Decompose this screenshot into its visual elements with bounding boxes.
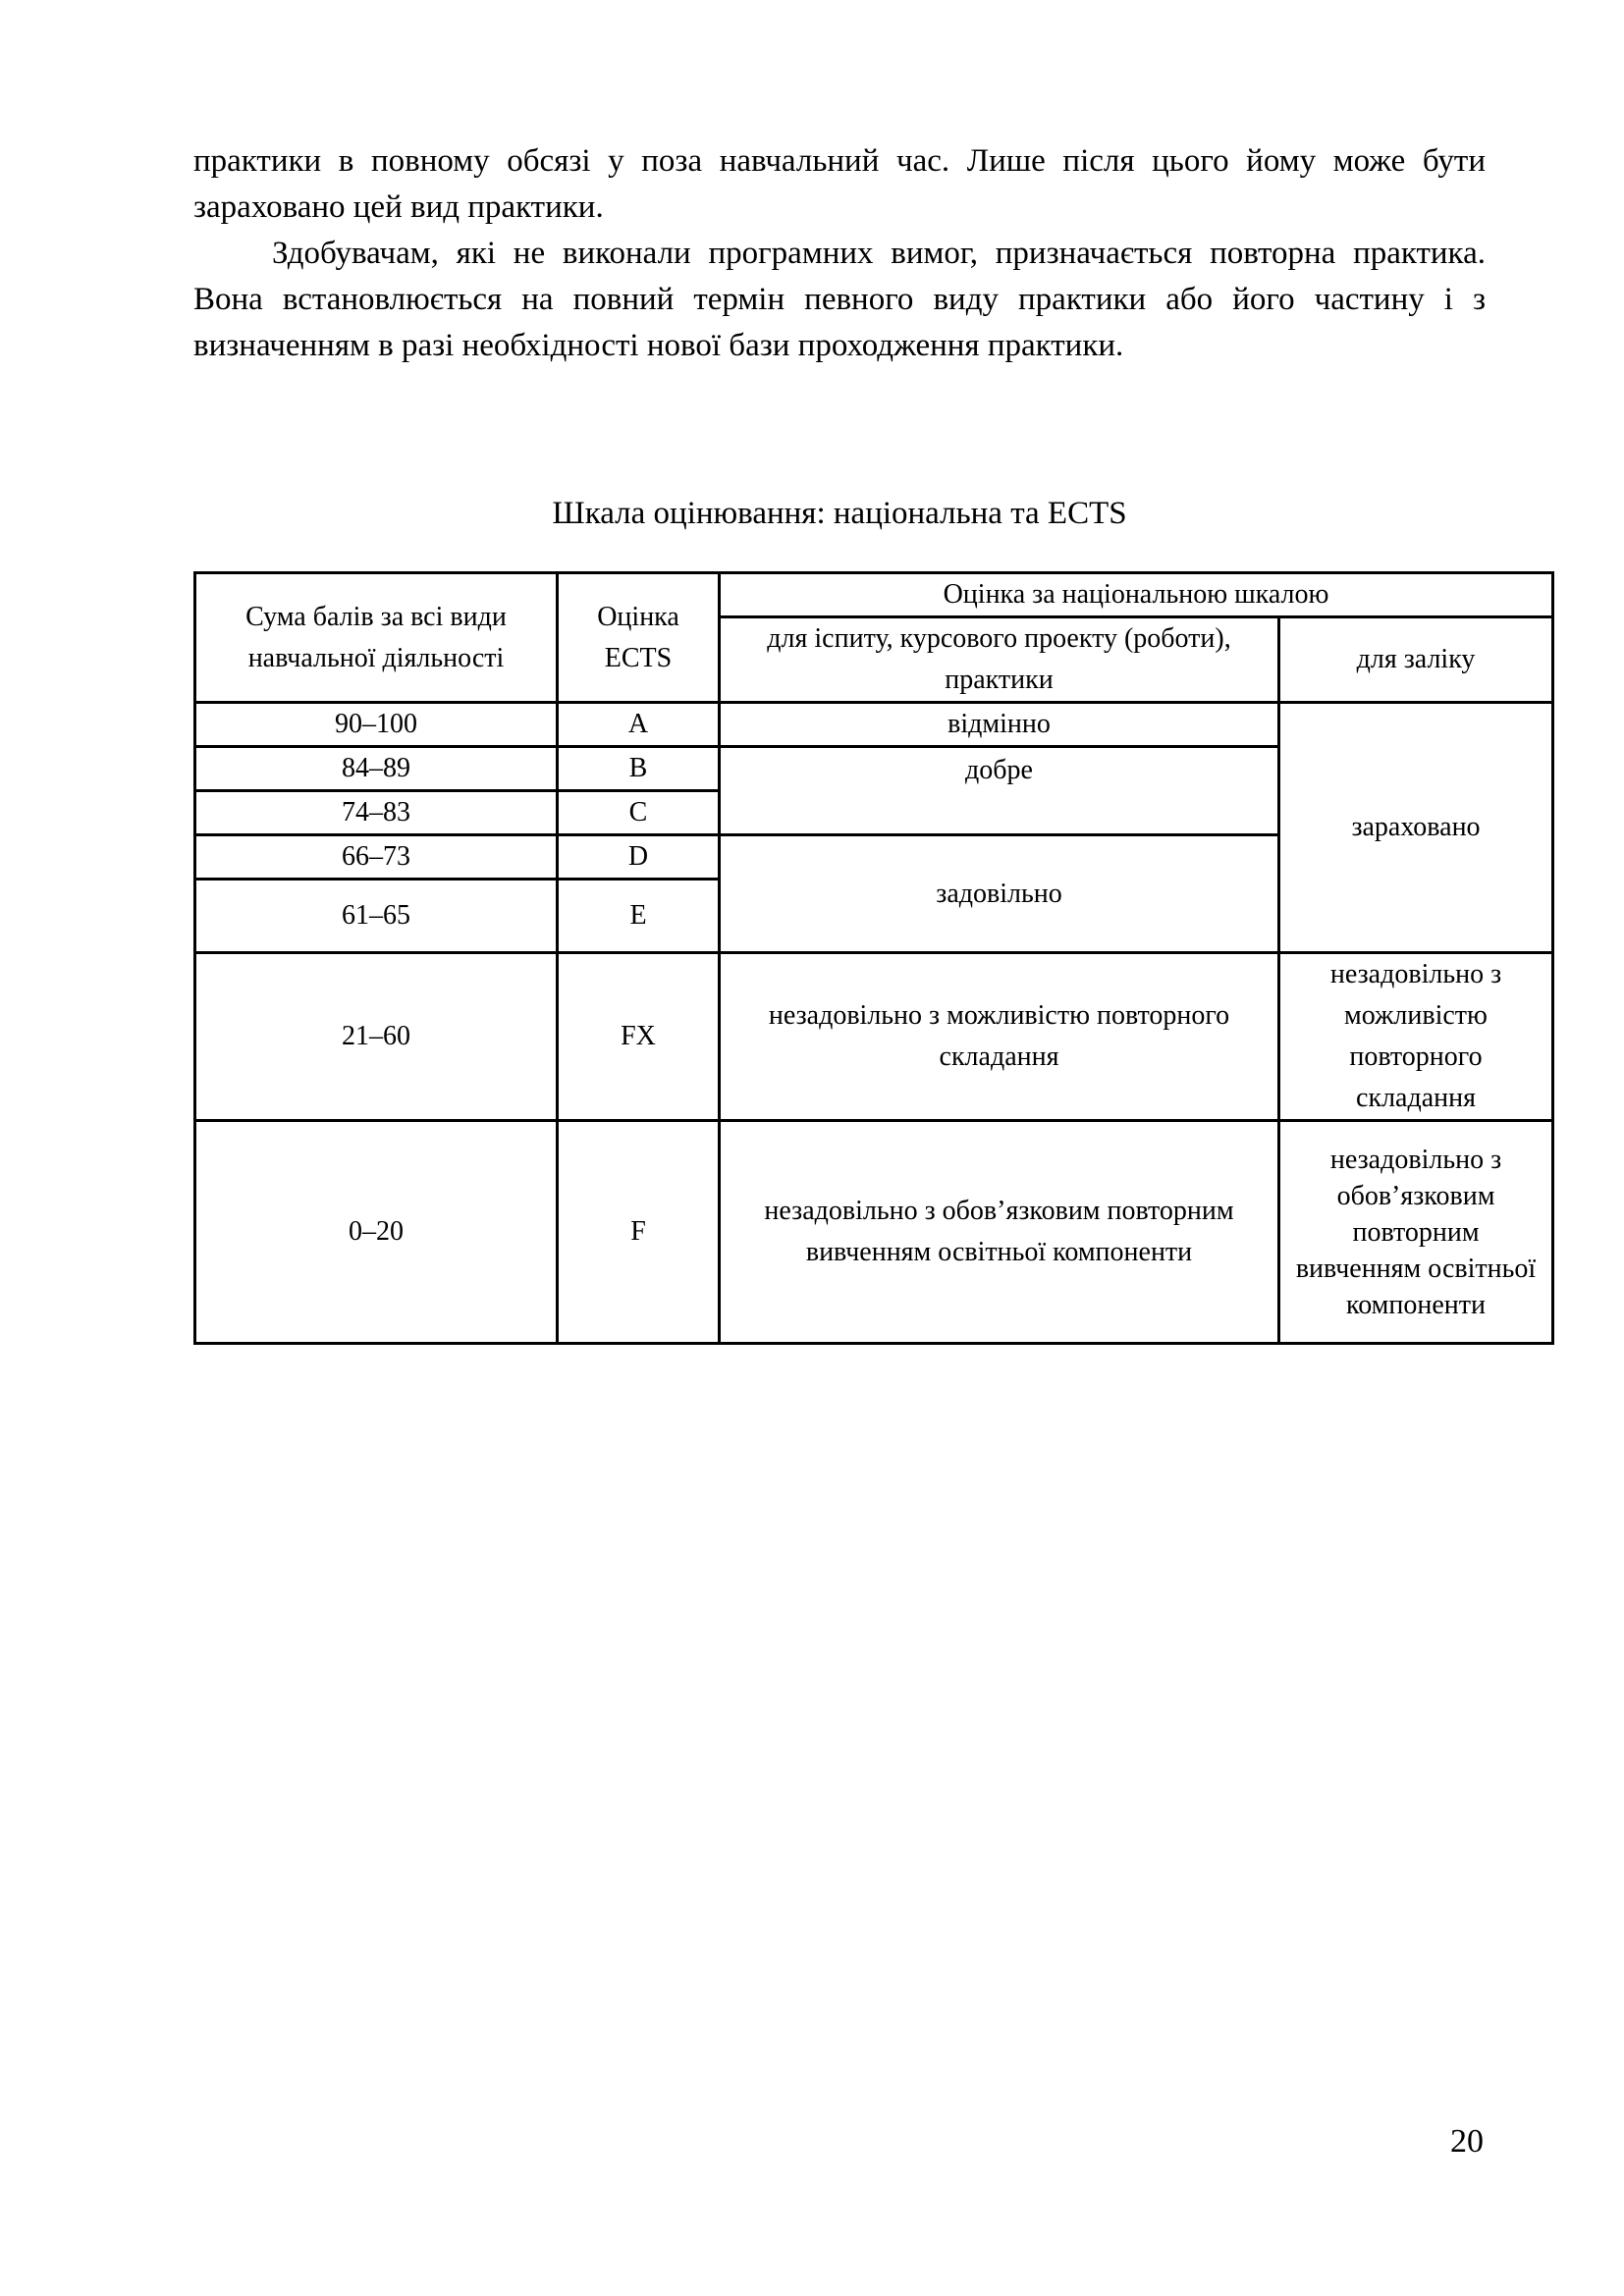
cell-b-national-exam: добре	[720, 747, 1279, 835]
header-national-cell: Оцінка за національною шкалою	[720, 573, 1553, 617]
table-row-f	[195, 1121, 1553, 1344]
cell-d-national-exam: задовільно	[720, 835, 1279, 953]
cell-fx-score: 21–60	[195, 953, 558, 1121]
header-ects-cell: Оцінка ECTS	[558, 573, 720, 703]
cell-a-national-exam: відмінно	[720, 703, 1279, 747]
header-zalik-cell: для заліку	[1279, 617, 1553, 703]
table-header-row-1	[195, 573, 1553, 617]
cell-d-ects: D	[558, 835, 720, 880]
cell-f-score: 0–20	[195, 1121, 558, 1344]
body-text	[193, 138, 1486, 369]
cell-a-score: 90–100	[195, 703, 558, 747]
cell-b-score: 84–89	[195, 747, 558, 791]
page-number: 20	[1450, 2123, 1484, 2160]
cell-f-national-zalik: незадовільно з обов’язковим повторним вивченням освітньої компоненти	[1279, 1121, 1553, 1344]
paragraph-2: Здобувачам, які не виконали програмних вимог, призначається повторна практика. Вона встановлюється на повний термін певного виду практики або його частину і з визначенням в разі необхідності нової бази проходження практики.	[193, 236, 1486, 363]
table-title: Шкала оцінювання: національна та ECTS	[552, 496, 1127, 531]
cell-e-ects: E	[558, 880, 720, 953]
paragraph-1: практики в повному обсязі у поза навчальний час. Лише після цього йому може бути зараховано цей вид практики.	[193, 143, 1486, 225]
cell-pass-zalik: зараховано	[1279, 703, 1553, 953]
cell-f-national-exam: незадовільно з обов’язковим повторним вивченням освітньої компоненти	[720, 1121, 1279, 1344]
cell-c-ects: C	[558, 791, 720, 835]
cell-c-score: 74–83	[195, 791, 558, 835]
cell-fx-national-zalik: незадовільно з можливістю повторного складання	[1279, 953, 1553, 1121]
cell-fx-ects: FX	[558, 953, 720, 1121]
cell-f-ects: F	[558, 1121, 720, 1344]
cell-fx-national-exam: незадовільно з можливістю повторного складання	[720, 953, 1279, 1121]
grading-scale-table	[193, 571, 1554, 1345]
table-row-fx	[195, 953, 1553, 1121]
cell-e-score: 61–65	[195, 880, 558, 953]
header-exam-cell: для іспиту, курсового проекту (роботи), практики	[720, 617, 1279, 703]
cell-b-ects: B	[558, 747, 720, 791]
header-sum-cell: Сума балів за всі види навчальної діяльності	[195, 573, 558, 703]
table-row-a	[195, 703, 1553, 747]
cell-a-ects: A	[558, 703, 720, 747]
cell-d-score: 66–73	[195, 835, 558, 880]
